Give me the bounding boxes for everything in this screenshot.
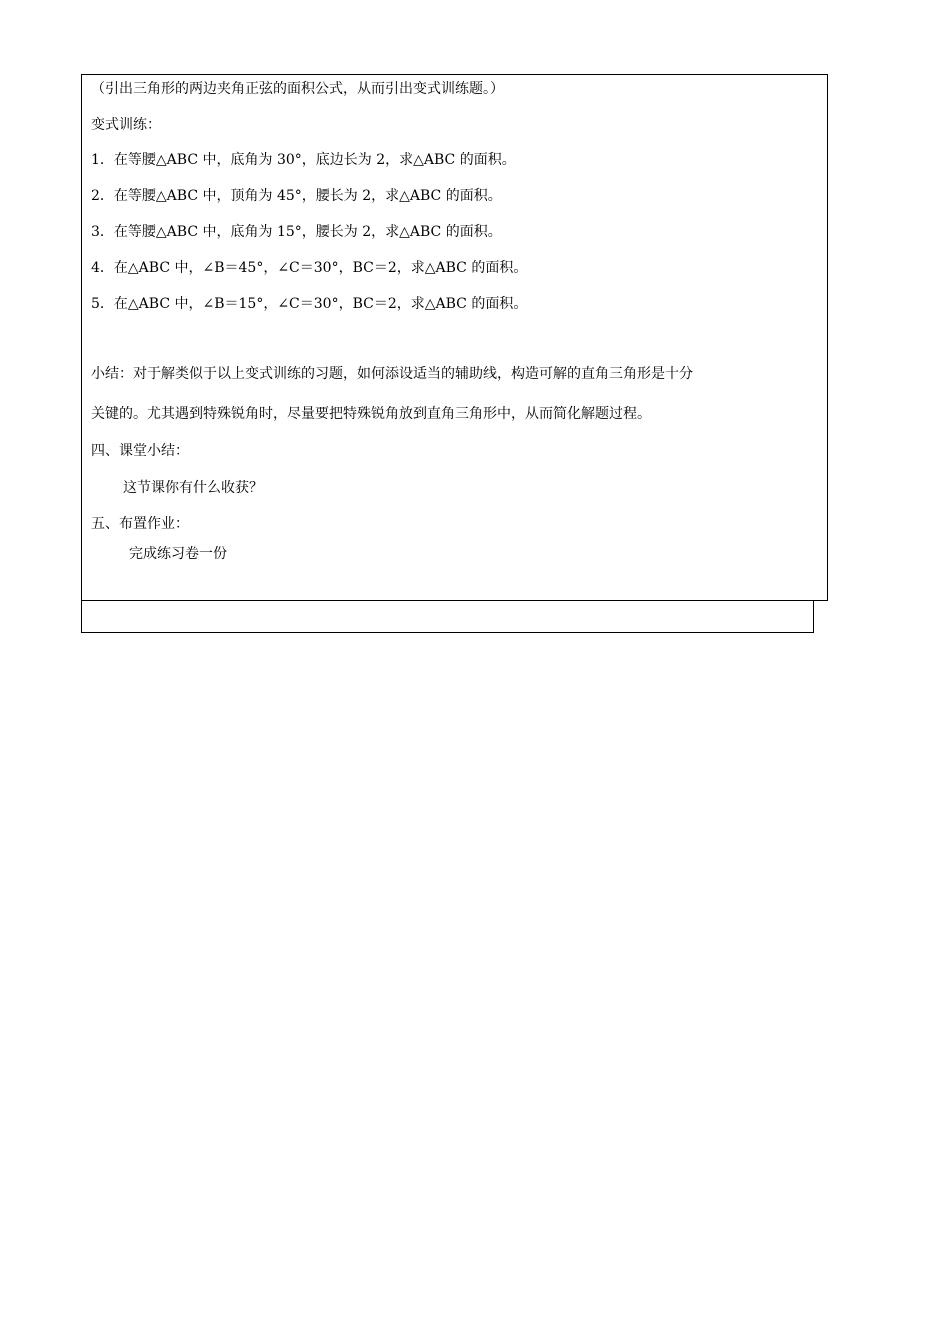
- exercise-item-5: 5．在△ABC 中，∠B＝15°，∠C＝30°，BC＝2，求△ABC 的面积。: [91, 296, 528, 312]
- section-5-heading: 五、布置作业：: [91, 516, 189, 532]
- exercise-heading: 变式训练：: [91, 117, 161, 133]
- exercise-item-1: 1．在等腰△ABC 中，底角为 30°，底边长为 2，求△ABC 的面积。: [91, 152, 516, 168]
- intro-text: （引出三角形的两边夹角正弦的面积公式，从而引出变式训练题。）: [91, 81, 504, 97]
- section-5-text: 完成练习卷一份: [129, 546, 227, 562]
- summary-line-2: 关键的。尤其遇到特殊锐角时，尽量要把特殊锐角放到直角三角形中，从而简化解题过程。: [91, 406, 651, 422]
- lesson-footer-box: [81, 600, 814, 633]
- exercise-item-3: 3．在等腰△ABC 中，底角为 15°，腰长为 2，求△ABC 的面积。: [91, 224, 502, 240]
- exercise-item-4: 4．在△ABC 中，∠B＝45°，∠C＝30°，BC＝2，求△ABC 的面积。: [91, 260, 528, 276]
- section-4-heading: 四、课堂小结：: [91, 443, 189, 459]
- exercise-item-2: 2．在等腰△ABC 中，顶角为 45°，腰长为 2，求△ABC 的面积。: [91, 188, 502, 204]
- summary-line-1: 小结：对于解类似于以上变式训练的习题，如何添设适当的辅助线，构造可解的直角三角形是十分: [91, 366, 693, 382]
- section-4-text: 这节课你有什么收获？: [123, 480, 263, 496]
